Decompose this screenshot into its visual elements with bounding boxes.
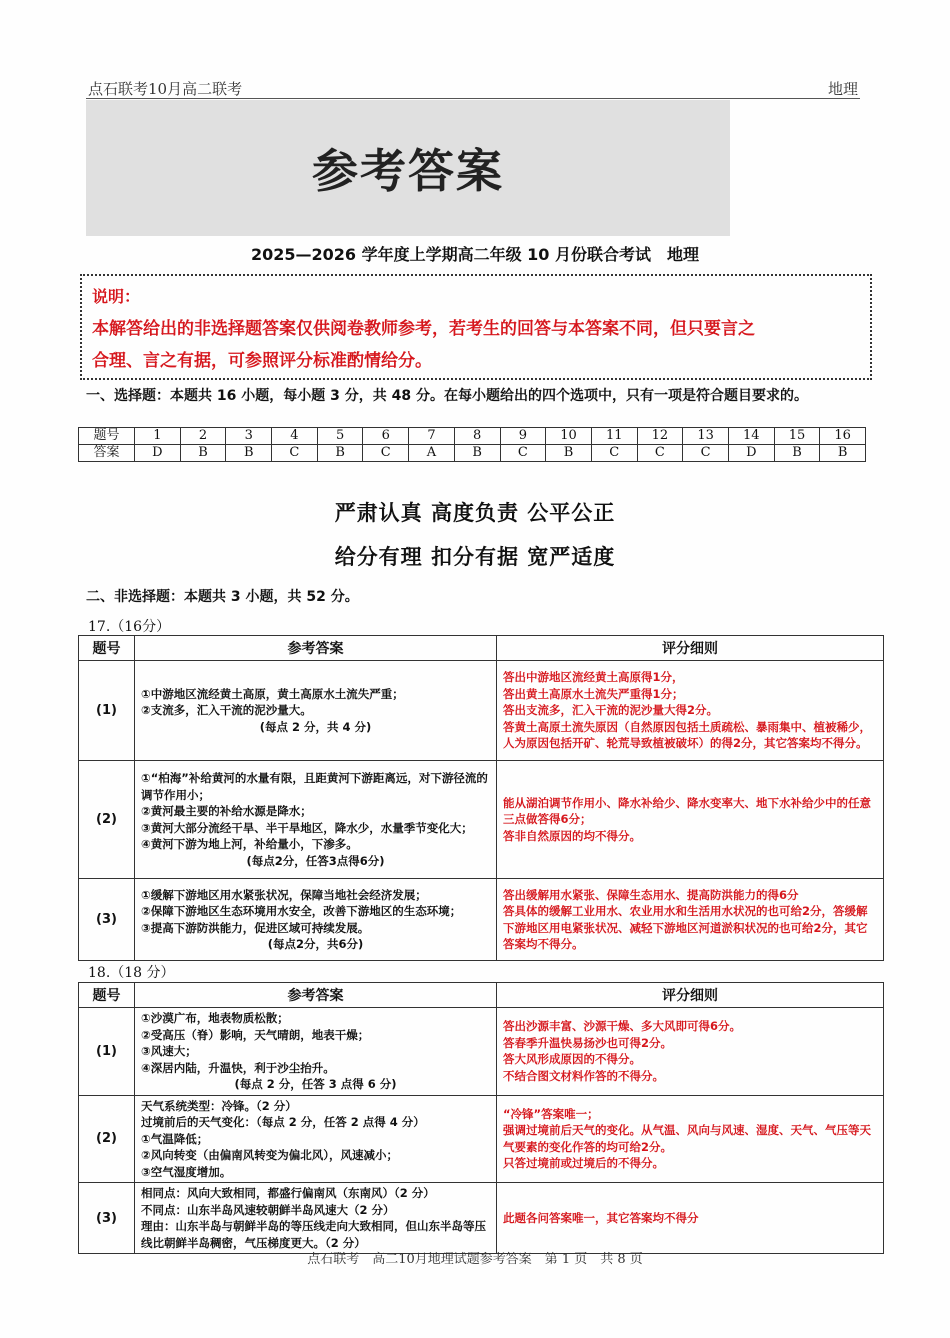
score-note: (每点 2 分，共 4 分) [259,719,372,734]
table-row [79,661,884,761]
reference-answer [135,661,497,761]
answer-line: ③空气湿度增加。 [141,1164,232,1179]
header-right: 地理 [827,80,858,98]
column-header: 题号 [79,636,135,661]
reference-answer [135,1183,497,1254]
criteria-line: 答大风形成原因的不得分。 [503,1052,641,1067]
banner-title: 参考答案 [312,144,504,198]
title-banner [86,100,730,236]
column-header: 题号 [79,983,135,1008]
column-header: 评分细则 [497,983,884,1008]
answer-key-number-row [79,428,866,445]
q17-table [78,635,884,961]
answer-cell: B [454,445,500,462]
answer-key-table [78,427,866,462]
answer-line: 不同点：山东半岛风速较朝鲜半岛风速大（2 分） [141,1202,395,1217]
scoring-criteria [497,879,884,961]
criteria-line: 能从湖泊调节作用小、降水补给少、降水变率大、地下水补给少中的任意三点做答得6分； [503,795,871,827]
criteria-line: 只答过境前或过境后的不得分。 [503,1156,664,1171]
criteria-line: 答出支流多，汇入干流的泥沙量大得2分。 [503,703,718,718]
reference-answer [135,879,497,961]
answer-cell: B [774,445,820,462]
answer-line: 天气系统类型：冷锋。（2 分） [141,1098,297,1113]
q18-table [78,982,884,1254]
answer-cell: C [637,445,683,462]
table-row [79,761,884,879]
answer-cell: D [135,445,181,462]
criteria-line: 答黄土高原土流失原因（自然原因包括土质疏松、暴雨集中、植被稀少，人为原因包括开矿、轮荒导致植被破坏）的得2分，其它答案均不得分。 [503,719,871,751]
sub-question-number: (1) [79,661,135,761]
criteria-line: 答春季升温快易扬沙也可得2分。 [503,1035,672,1050]
answer-line: ②保障下游地区生态环境用水安全，改善下游地区的生态环境； [141,904,462,918]
reference-answer [135,1095,497,1183]
answer-cell: C [272,445,318,462]
question-number-cell: 3 [226,428,272,445]
criteria-line: 答非自然原因的均不得分。 [503,828,641,843]
column-header: 参考答案 [135,983,497,1008]
reference-answer [135,1008,497,1096]
question-number-cell: 8 [454,428,500,445]
question-number-cell: 10 [546,428,592,445]
answer-cell: C [683,445,729,462]
table-header-row [79,983,884,1008]
column-header: 参考答案 [135,636,497,661]
section1-intro: 一、选择题：本题共 16 小题，每小题 3 分，共 48 分。在每小题给出的四个选项中，只有一项是符合题目要求的。 [86,388,808,404]
question-number-cell: 6 [363,428,409,445]
score-note: (每点2分，共6分) [267,937,364,951]
sub-question-number: (2) [79,1095,135,1183]
answer-cell: D [728,445,774,462]
table-row [79,879,884,961]
answer-line: ④黄河下游为地上河，补给量小，下渗多。 [141,837,358,851]
score-note: (每点 2 分，任答 3 点得 6 分) [234,1077,397,1091]
motto-line: 严肃认真 高度负责 公平公正 [334,501,616,525]
answer-line: 相同点：风向大致相同，都盛行偏南风（东南风）（2 分） [141,1186,435,1200]
exam-title: 2025—2026 学年度上学期高二年级 10 月份联合考试 地理 [250,245,700,264]
section2-intro: 二、非选择题：本题共 3 小题，共 52 分。 [86,589,359,605]
answer-line: ③黄河大部分流经干旱、半干旱地区，降水少，水量季节变化大； [141,820,473,835]
criteria-line: 强调过境前后天气的变化。从气温、风向与风速、湿度、天气、气压等天气要素的变化作答的均可给2分。 [503,1123,871,1154]
scoring-criteria [497,1008,884,1096]
answer-line: ④深居内陆，升温快，利于沙尘抬升。 [141,1060,335,1075]
table-row [79,1008,884,1096]
q17-label: 17.（16分） [88,619,171,635]
page-footer: 点石联考 高二10月地理试题参考答案 第 1 页 共 8 页 [307,1252,643,1267]
scoring-criteria [497,761,884,879]
answer-cell: B [546,445,592,462]
answer-line: ③提高下游防洪能力，促进区域可持续发展。 [141,920,370,935]
score-note: (每点2分，任答3点得6分) [246,853,385,868]
scoring-criteria [497,1183,884,1254]
answer-line: ①气温降低； [141,1131,209,1146]
note-box [80,274,872,380]
row-label: 答案 [79,445,135,462]
motto-line: 给分有理 扣分有据 宽严适度 [334,545,616,569]
scoring-criteria [497,661,884,761]
criteria-line: 不结合图文材料作答的不得分。 [503,1068,664,1083]
answer-line: ②支流多，汇入干流的泥沙量大。 [141,703,312,718]
answer-key-answer-row [79,445,866,462]
answer-line: ①“柏海”补给黄河的水量有限，且距黄河下游距离远，对下游径流的调节作用小； [141,771,488,802]
q18-label: 18.（18 分） [88,965,175,981]
answer-cell: B [317,445,363,462]
answer-line: 理由：山东半岛与朝鲜半岛的等压线走向大致相同，但山东半岛等压线比朝鲜半岛稠密，气压梯度更大。（2 分） [141,1219,486,1250]
criteria-line: “冷锋”答案唯一； [503,1106,599,1121]
answer-line: ①沙漠广布，地表物质松散； [141,1011,289,1025]
sub-question-number: (3) [79,879,135,961]
answer-line: ②风向转变（由偏南风转变为偏北风），风速减小； [141,1148,398,1162]
answer-line: ③风速大； [141,1044,197,1058]
question-number-cell: 1 [135,428,181,445]
answer-cell: C [363,445,409,462]
table-row [79,1183,884,1254]
answer-cell: B [180,445,226,462]
question-number-cell: 11 [591,428,637,445]
question-number-cell: 12 [637,428,683,445]
question-number-cell: 4 [272,428,318,445]
question-number-cell: 15 [774,428,820,445]
note-label: 说明： [92,287,141,306]
scoring-criteria [497,1095,884,1183]
criteria-line: 此题各问答案唯一，其它答案均不得分 [503,1210,699,1225]
note-line: 合理、言之有据，可参照评分标准酌情给分。 [92,351,432,371]
answer-line: 过境前后的天气变化：（每点 2 分，任答 2 点得 4 分） [141,1115,425,1129]
answer-line: ①中游地区流经黄土高原，黄土高原水土流失严重； [141,686,404,701]
question-number-cell: 14 [728,428,774,445]
table-header-row [79,636,884,661]
column-header: 评分细则 [497,636,884,661]
answer-line: ②受高压（脊）影响，天气晴朗，地表干燥； [141,1027,370,1042]
question-number-cell: 7 [409,428,455,445]
row-label: 题号 [79,428,135,445]
answer-cell: B [226,445,272,462]
note-line: 本解答给出的非选择题答案仅供阅卷教师参考，若考生的回答与本答案不同，但只要言之 [92,319,755,339]
question-number-cell: 13 [683,428,729,445]
sub-question-number: (2) [79,761,135,879]
answer-line: ①缓解下游地区用水紧张状况，保障当地社会经济发展； [141,887,427,902]
sub-question-number: (3) [79,1183,135,1254]
header-left: 点石联考10月高二联考 [88,80,243,98]
question-number-cell: 5 [317,428,363,445]
criteria-line: 答出黄土高原水土流失严重得1分； [503,686,684,701]
reference-answer [135,761,497,879]
header-divider [86,98,860,99]
question-number-cell: 2 [180,428,226,445]
answer-cell: B [820,445,866,462]
question-number-cell: 9 [500,428,546,445]
question-number-cell: 16 [820,428,866,445]
criteria-line: 答出缓解用水紧张、保障生态用水、提高防洪能力的得6分 [503,887,799,902]
table-row [79,1095,884,1183]
answer-cell: C [500,445,546,462]
criteria-line: 答出沙源丰富、沙源干燥、多大风即可得6分。 [503,1019,741,1034]
answer-cell: C [591,445,637,462]
answer-cell: A [409,445,455,462]
answer-line: ②黄河最主要的补给水源是降水； [141,804,312,818]
sub-question-number: (1) [79,1008,135,1096]
criteria-line: 答出中游地区流经黄土高原得1分， [503,670,684,685]
criteria-line: 答具体的缓解工业用水、农业用水和生活用水状况的也可给2分，答缓解下游地区用电紧张状况、减轻下游地区河道淤积状况的也可给2分，其它答案均不得分。 [503,904,868,951]
